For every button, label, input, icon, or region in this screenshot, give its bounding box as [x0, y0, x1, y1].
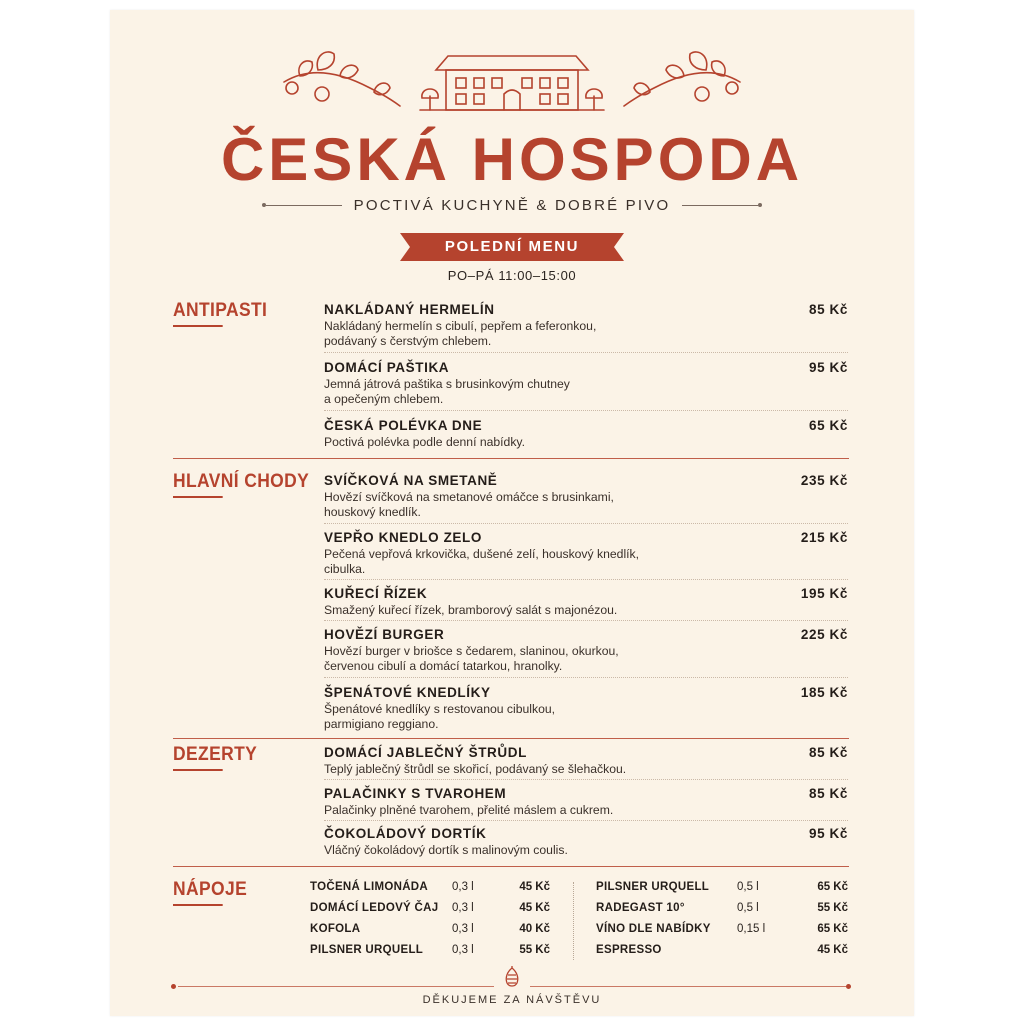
item-divider	[324, 523, 848, 524]
section-divider	[173, 738, 849, 739]
item-name: DOMÁCÍ PAŠTIKA	[324, 360, 450, 375]
footer-rule-left	[178, 986, 494, 987]
thank-you-note: DĚKUJEME ZA NÁVŠTĚVU	[422, 994, 602, 1006]
menu-item	[324, 302, 848, 349]
drink-price: 45 Kč	[817, 944, 848, 956]
ornament-dot	[171, 984, 176, 989]
drink-price: 40 Kč	[519, 923, 550, 935]
item-description: Poctivá polévka podle denní nabídky.	[324, 435, 526, 449]
drink-name: RADEGAST 10°	[596, 902, 685, 914]
drink-price: 65 Kč	[817, 923, 848, 935]
drink-name: PILSNER URQUELL	[310, 944, 424, 956]
menu-item	[324, 685, 848, 732]
drink-price: 55 Kč	[817, 902, 848, 914]
section-label-desserts: DEZERTY	[173, 744, 258, 765]
drinks-column-divider	[573, 882, 574, 960]
drink-name: DOMÁCÍ LEDOVÝ ČAJ	[310, 902, 439, 914]
section-label-antipasti: ANTIPASTI	[173, 300, 268, 321]
item-name: ČOKOLÁDOVÝ DORTÍK	[324, 826, 487, 841]
opening-hours: PO–PÁ 11:00–15:00	[447, 268, 577, 283]
drink-volume: 0,3 l	[452, 923, 474, 935]
ornament-rule	[266, 205, 342, 206]
restaurant-title: ČESKÁ HOSPODA	[220, 126, 804, 193]
item-name: NAKLÁDANÝ HERMELÍN	[324, 302, 495, 317]
restaurant-subtitle: POCTIVÁ KUCHYNĚ & DOBRÉ PIVO	[353, 196, 671, 214]
item-price: 95 Kč	[808, 826, 848, 841]
item-description: Hovězí svíčková na smetanové omáčce s brusinkami, houskový knedlík.	[324, 490, 614, 519]
menu-item	[324, 826, 848, 858]
ornament-dot	[846, 984, 851, 989]
drink-name: VÍNO DLE NABÍDKY	[596, 923, 711, 935]
item-price: 185 Kč	[800, 685, 848, 700]
item-name: SVÍČKOVÁ NA SMETANĚ	[324, 473, 498, 488]
item-price: 235 Kč	[800, 473, 848, 488]
drink-name: ESPRESSO	[596, 944, 662, 956]
menu-item	[324, 473, 848, 520]
item-description: Palačinky plněné tvarohem, přelité máslem a cukrem.	[324, 803, 614, 817]
drink-volume: 0,5 l	[737, 881, 759, 893]
item-description: Pečená vepřová krkovička, dušené zelí, houskový knedlík, cibulka.	[324, 547, 640, 576]
item-description: Nakládaný hermelín s cibulí, pepřem a feferonkou, podávaný s čerstvým chlebem.	[324, 319, 597, 348]
footer-rule-right	[530, 986, 846, 987]
drink-price: 45 Kč	[519, 881, 550, 893]
drink-volume: 0,5 l	[737, 902, 759, 914]
item-description: Špenátové knedlíky s restovanou cibulkou, parmigiano reggiano.	[324, 702, 556, 731]
item-divider	[324, 620, 848, 621]
item-name: KUŘECÍ ŘÍZEK	[324, 586, 428, 601]
menu-banner	[400, 233, 624, 261]
drink-price: 55 Kč	[519, 944, 550, 956]
item-divider	[324, 820, 848, 821]
item-divider	[324, 779, 848, 780]
drink-name: KOFOLA	[310, 923, 361, 935]
ornament-rule	[682, 205, 758, 206]
hospoda-illustration	[270, 36, 754, 116]
item-name: HOVĚZÍ BURGER	[324, 627, 445, 642]
menu-item	[324, 786, 848, 818]
item-price: 85 Kč	[808, 302, 848, 317]
item-price: 95 Kč	[808, 360, 848, 375]
section-label-main-courses: HLAVNÍ CHODY	[173, 471, 310, 492]
item-price: 65 Kč	[808, 418, 848, 433]
item-divider	[324, 677, 848, 678]
item-price: 85 Kč	[808, 786, 848, 801]
section-divider	[173, 866, 849, 867]
drink-volume: 0,3 l	[452, 944, 474, 956]
item-price: 225 Kč	[800, 627, 848, 642]
item-divider	[324, 352, 848, 353]
menu-item	[324, 360, 848, 407]
item-divider	[324, 410, 848, 411]
drink-volume: 0,15 l	[737, 923, 766, 935]
menu-item	[324, 418, 848, 450]
item-price: 85 Kč	[808, 745, 848, 760]
item-description: Vláčný čokoládový dortík s malinovým coulis.	[324, 843, 568, 857]
hop-icon	[501, 966, 523, 990]
item-description: Smažený kuřecí řízek, bramborový salát s majonézou.	[324, 603, 618, 617]
menu-item	[324, 586, 848, 618]
item-name: DOMÁCÍ JABLEČNÝ ŠTRŮDL	[324, 745, 527, 760]
menu-item	[324, 530, 848, 577]
menu-item	[324, 745, 848, 777]
subtitle-row	[262, 193, 762, 217]
item-name: ČESKÁ POLÉVKA DNE	[324, 418, 483, 433]
item-name: ŠPENÁTOVÉ KNEDLÍKY	[324, 685, 491, 700]
item-price: 215 Kč	[800, 530, 848, 545]
section-label-drinks: NÁPOJE	[173, 879, 248, 900]
drink-volume: 0,3 l	[452, 902, 474, 914]
item-name: VEPŘO KNEDLO ZELO	[324, 530, 482, 545]
item-description: Teplý jablečný štrůdl se skořicí, podávaný se šlehačkou.	[324, 762, 627, 776]
drink-price: 65 Kč	[817, 881, 848, 893]
drink-name: TOČENÁ LIMONÁDA	[310, 881, 429, 893]
section-divider	[173, 458, 849, 459]
item-name: PALAČINKY S TVAROHEM	[324, 786, 507, 801]
drink-volume: 0,3 l	[452, 881, 474, 893]
item-description: Hovězí burger v briošce s čedarem, slaninou, okurkou, červenou cibulí a domácí tatarkou, hranolky.	[324, 644, 619, 673]
ornament-dot	[758, 203, 762, 207]
item-description: Jemná játrová paštika s brusinkovým chutney a opečeným chlebem.	[324, 377, 570, 406]
menu-banner-label: POLEDNÍ MENU	[444, 238, 580, 255]
item-divider	[324, 579, 848, 580]
item-price: 195 Kč	[800, 586, 848, 601]
drink-price: 45 Kč	[519, 902, 550, 914]
menu-item	[324, 627, 848, 674]
drink-name: PILSNER URQUELL	[596, 881, 710, 893]
